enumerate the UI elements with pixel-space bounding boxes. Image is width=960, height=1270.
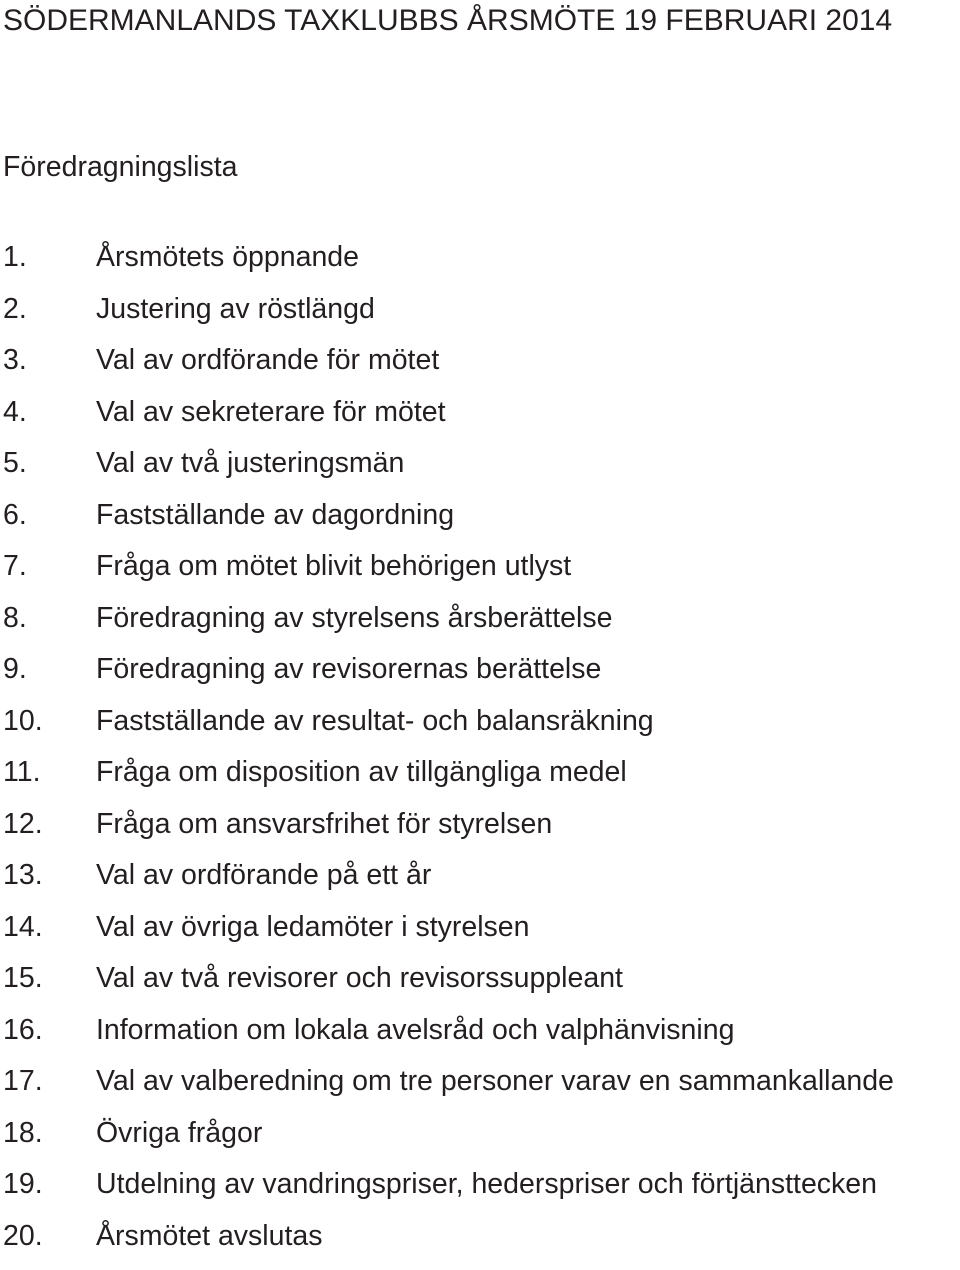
agenda-item-text: Fastställande av resultat- och balansräkning xyxy=(96,704,654,737)
agenda-item-number: 9. xyxy=(3,653,27,685)
agenda-item-text: Fastställande av dagordning xyxy=(96,498,455,531)
agenda-item-number: 13. xyxy=(3,859,43,891)
agenda-item-text: Val av valberedning om tre personer varav en sammankallande xyxy=(96,1065,894,1097)
agenda-item-number: 7. xyxy=(3,550,27,582)
agenda-item-text: Justering av röstlängd xyxy=(96,292,375,325)
agenda-item-text: Val av ordförande för mötet xyxy=(96,344,440,376)
agenda-item-text: Årsmötet avslutas xyxy=(96,1219,323,1252)
agenda-item-number: 8. xyxy=(3,601,27,634)
agenda-item-text: Fråga om mötet blivit behörigen utlyst xyxy=(96,550,572,582)
agenda-item-number: 16. xyxy=(3,1013,43,1046)
agenda-item-number: 6. xyxy=(3,498,27,531)
agenda-item-number: 14. xyxy=(3,910,43,943)
agenda-item-text: Val av två revisorer och revisorssuppleant xyxy=(96,962,623,994)
agenda-item-number: 5. xyxy=(3,447,27,479)
agenda-item-number: 10. xyxy=(3,704,43,737)
agenda-item-text: Fråga om ansvarsfrihet för styrelsen xyxy=(96,807,553,840)
agenda-item-text: Övriga frågor xyxy=(96,1116,263,1149)
agenda-item-text: Utdelning av vandringspriser, hederspriser och förtjänsttecken xyxy=(96,1168,877,1200)
agenda-item-text: Årsmötets öppnande xyxy=(96,241,359,273)
agenda-item-number: 3. xyxy=(3,344,27,376)
agenda-item-number: 19. xyxy=(3,1168,43,1200)
agenda-item-text: Föredragning av styrelsens årsberättelse xyxy=(96,601,613,634)
agenda-item-number: 20. xyxy=(3,1219,43,1252)
agenda-item-number: 15. xyxy=(3,962,43,994)
agenda-item-text: Val av två justeringsmän xyxy=(96,447,405,479)
agenda-item-number: 11. xyxy=(3,756,41,788)
agenda-item-text: Val av övriga ledamöter i styrelsen xyxy=(96,910,530,943)
agenda-item-text: Föredragning av revisorernas berättelse xyxy=(96,653,602,685)
agenda-item-number: 2. xyxy=(3,292,27,325)
agenda-item-number: 18. xyxy=(3,1116,43,1149)
document-title: SÖDERMANLANDS TAXKLUBBS ÅRSMÖTE 19 FEBRUARI 2014 xyxy=(3,4,893,37)
agenda-item-number: 12. xyxy=(3,807,43,840)
agenda-item-number: 17. xyxy=(3,1065,43,1097)
agenda-item-text: Val av sekreterare för mötet xyxy=(96,395,446,428)
agenda-item-number: 4. xyxy=(3,395,27,428)
agenda-item-text: Val av ordförande på ett år xyxy=(96,859,432,891)
agenda-item-text: Fråga om disposition av tillgängliga medel xyxy=(96,756,627,788)
agenda-item-text: Information om lokala avelsråd och valphänvisning xyxy=(96,1013,735,1046)
agenda-heading: Föredragningslista xyxy=(3,151,238,183)
agenda-item-number: 1. xyxy=(3,241,27,273)
